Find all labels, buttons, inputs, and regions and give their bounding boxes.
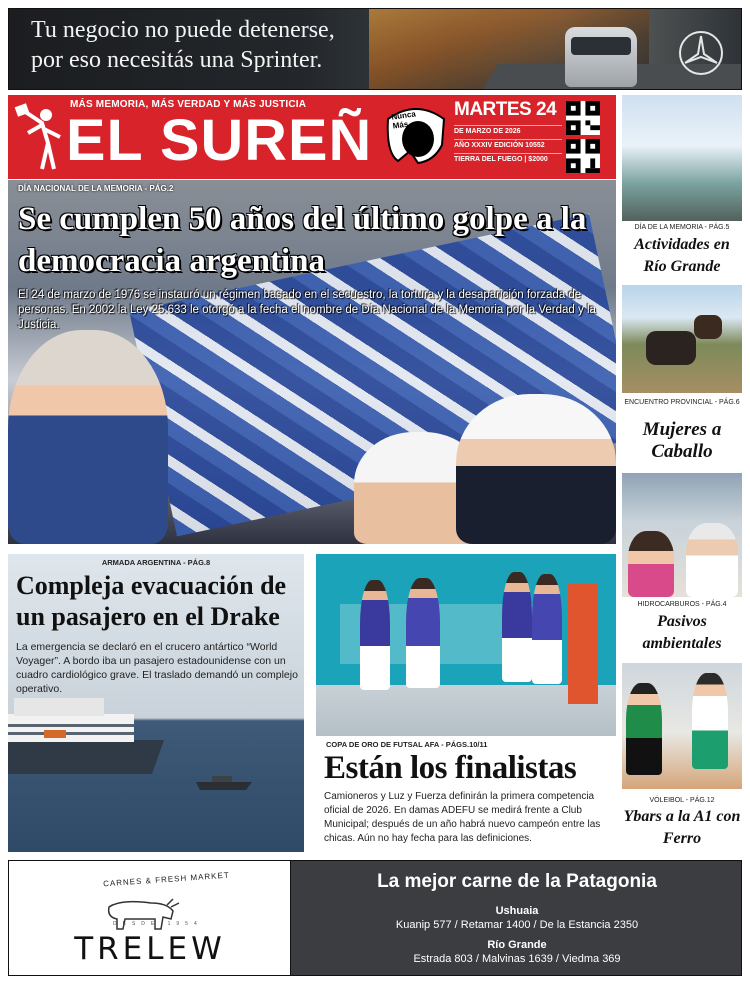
story-kicker: COPA DE ORO DE FUTSAL AFA - PÁGS.10/11: [326, 740, 488, 749]
photo-person: [8, 330, 168, 544]
lead-kicker: DÍA NACIONAL DE LA MEMORIA - PÁG.2: [18, 184, 174, 193]
story-futsal-finalists[interactable]: [316, 554, 616, 852]
issue-day: MARTES 24: [454, 99, 557, 120]
issue-date: DE MARZO DE 2026: [454, 125, 562, 135]
sidebar-kicker: DÍA DE LA MEMORIA - PÁG.5: [634, 224, 730, 231]
sidebar-kicker: VÓLEIBOL - PÁG.12: [649, 797, 715, 804]
photo-person: [628, 531, 674, 597]
ad-logo-panel: [9, 861, 291, 975]
ad-addresses-rio-grande: Estrada 803 / Malvinas 1639 / Viedma 369: [413, 953, 621, 965]
rescue-boat-image: [196, 776, 252, 790]
story-summary: Camioneros y Luz y Fuerza definirán la primera competencia oficial de 2026. En damas ADEFU se medirá frente a Club Municipal; después de un año habrá nuevo campeón entre las chicas. Aún no hay fecha para las definiciones.: [324, 791, 601, 844]
goal-padding: [568, 584, 598, 704]
qr-code-icon[interactable]: [566, 101, 600, 135]
photo-player: [406, 578, 440, 688]
sidebar-kicker: ENCUENTRO PROVINCIAL - PÁG.6: [624, 399, 740, 406]
ad-van-image: [565, 27, 637, 87]
sidebar-headline[interactable]: Mujeres a Caballo: [642, 419, 722, 462]
futsal-photo: [316, 554, 616, 736]
masthead: [8, 95, 616, 179]
qr-code-icon[interactable]: [566, 139, 600, 173]
ad-since-year: DESDE 1954: [113, 921, 203, 927]
ad-addresses-ushuaia: Kuanip 577 / Retamar 1400 / De la Estancia 2350: [395, 919, 639, 931]
ad-city-ushuaia: Ushuaia: [495, 905, 539, 917]
photo-player: [360, 580, 390, 690]
story-headline[interactable]: Compleja evacuación de un pasajero en el Drake: [16, 571, 287, 631]
scarf-caption-line-1: Nunca: [390, 109, 417, 122]
lead-summary: El 24 de marzo de 1976 se instauró un régimen basado en el secuestro, la tortura y la desaparición forzada de personas. En 2002 la Ley 25.633 le otorgó a la fecha el nombre de Día Nacional de la Memoria por la Verdad y la Justicia.: [18, 289, 596, 331]
lead-story[interactable]: [8, 180, 616, 544]
sprinter-ad-banner[interactable]: [8, 8, 742, 90]
story-kicker: ARMADA ARGENTINA - PÁG.8: [101, 558, 211, 567]
photo-person: [456, 394, 616, 544]
story-summary: La emergencia se declaró en el crucero antártico “World Voyager”. A bordo iba un pasajero estadounidense con un cuadro cardiológico grave. El traslado demandó un complejo operativo.: [16, 641, 298, 695]
sidebar-photo-volleyball: [622, 663, 742, 789]
butcher-ad-banner[interactable]: [8, 860, 742, 976]
cruise-ship-image: [8, 694, 164, 780]
ad-headline: La mejor carne de la Patagonia: [377, 871, 657, 892]
ad-city-rio-grande: Río Grande: [487, 939, 547, 951]
ad-tagline: CARNES & FRESH MARKET: [102, 870, 230, 889]
photo-player: [532, 574, 562, 684]
newspaper-boy-icon: [14, 103, 64, 173]
newspaper-logo[interactable]: EL SUREÑ: [66, 108, 373, 173]
ad-line-2: por eso necesitás una Sprinter.: [31, 47, 323, 73]
sidebar-headline[interactable]: Ybars a la A1 con Ferro: [623, 808, 741, 847]
photo-person: [184, 356, 374, 544]
sidebar-photo-activities: [622, 95, 742, 221]
sidebar-column: [622, 95, 742, 855]
ad-line-1: Tu negocio no puede detenerse,: [31, 17, 335, 43]
story-drake-evacuation[interactable]: [8, 554, 304, 852]
photo-player: [692, 673, 728, 769]
photo-player: [502, 572, 532, 682]
lead-headline[interactable]: Se cumplen 50 años del último golpe a la democracia argentina: [18, 201, 587, 279]
sidebar-kicker: HIDROCARBUROS - PÁG.4: [637, 601, 727, 608]
sidebar-headline[interactable]: Actividades en Río Grande: [634, 236, 730, 275]
sidebar-photo-horses: [622, 285, 742, 393]
photo-player: [626, 683, 662, 775]
story-headline[interactable]: Están los finalistas: [324, 750, 577, 786]
scarf-caption-line-2: Más: [392, 119, 409, 131]
sidebar-photo-hydrocarbons: [622, 473, 742, 597]
ad-brand-name: TRELEW: [74, 931, 226, 967]
issue-edition: AÑO XXXIV EDICIÓN 10552: [454, 139, 562, 149]
horse-silhouette: [694, 315, 722, 339]
issue-location-price: TIERRA DEL FUEGO | $2000: [454, 153, 562, 163]
scarf-caption: [391, 109, 418, 130]
horse-silhouette: [646, 331, 696, 365]
photo-person: [686, 523, 738, 597]
mercedes-star-icon: [679, 31, 723, 75]
masthead-slogan: MÁS MEMORIA, MÁS VERDAD Y MÁS JUSTICIA: [70, 99, 307, 110]
date-box: [454, 99, 562, 177]
sidebar-headline[interactable]: Pasivos ambientales: [642, 613, 722, 652]
